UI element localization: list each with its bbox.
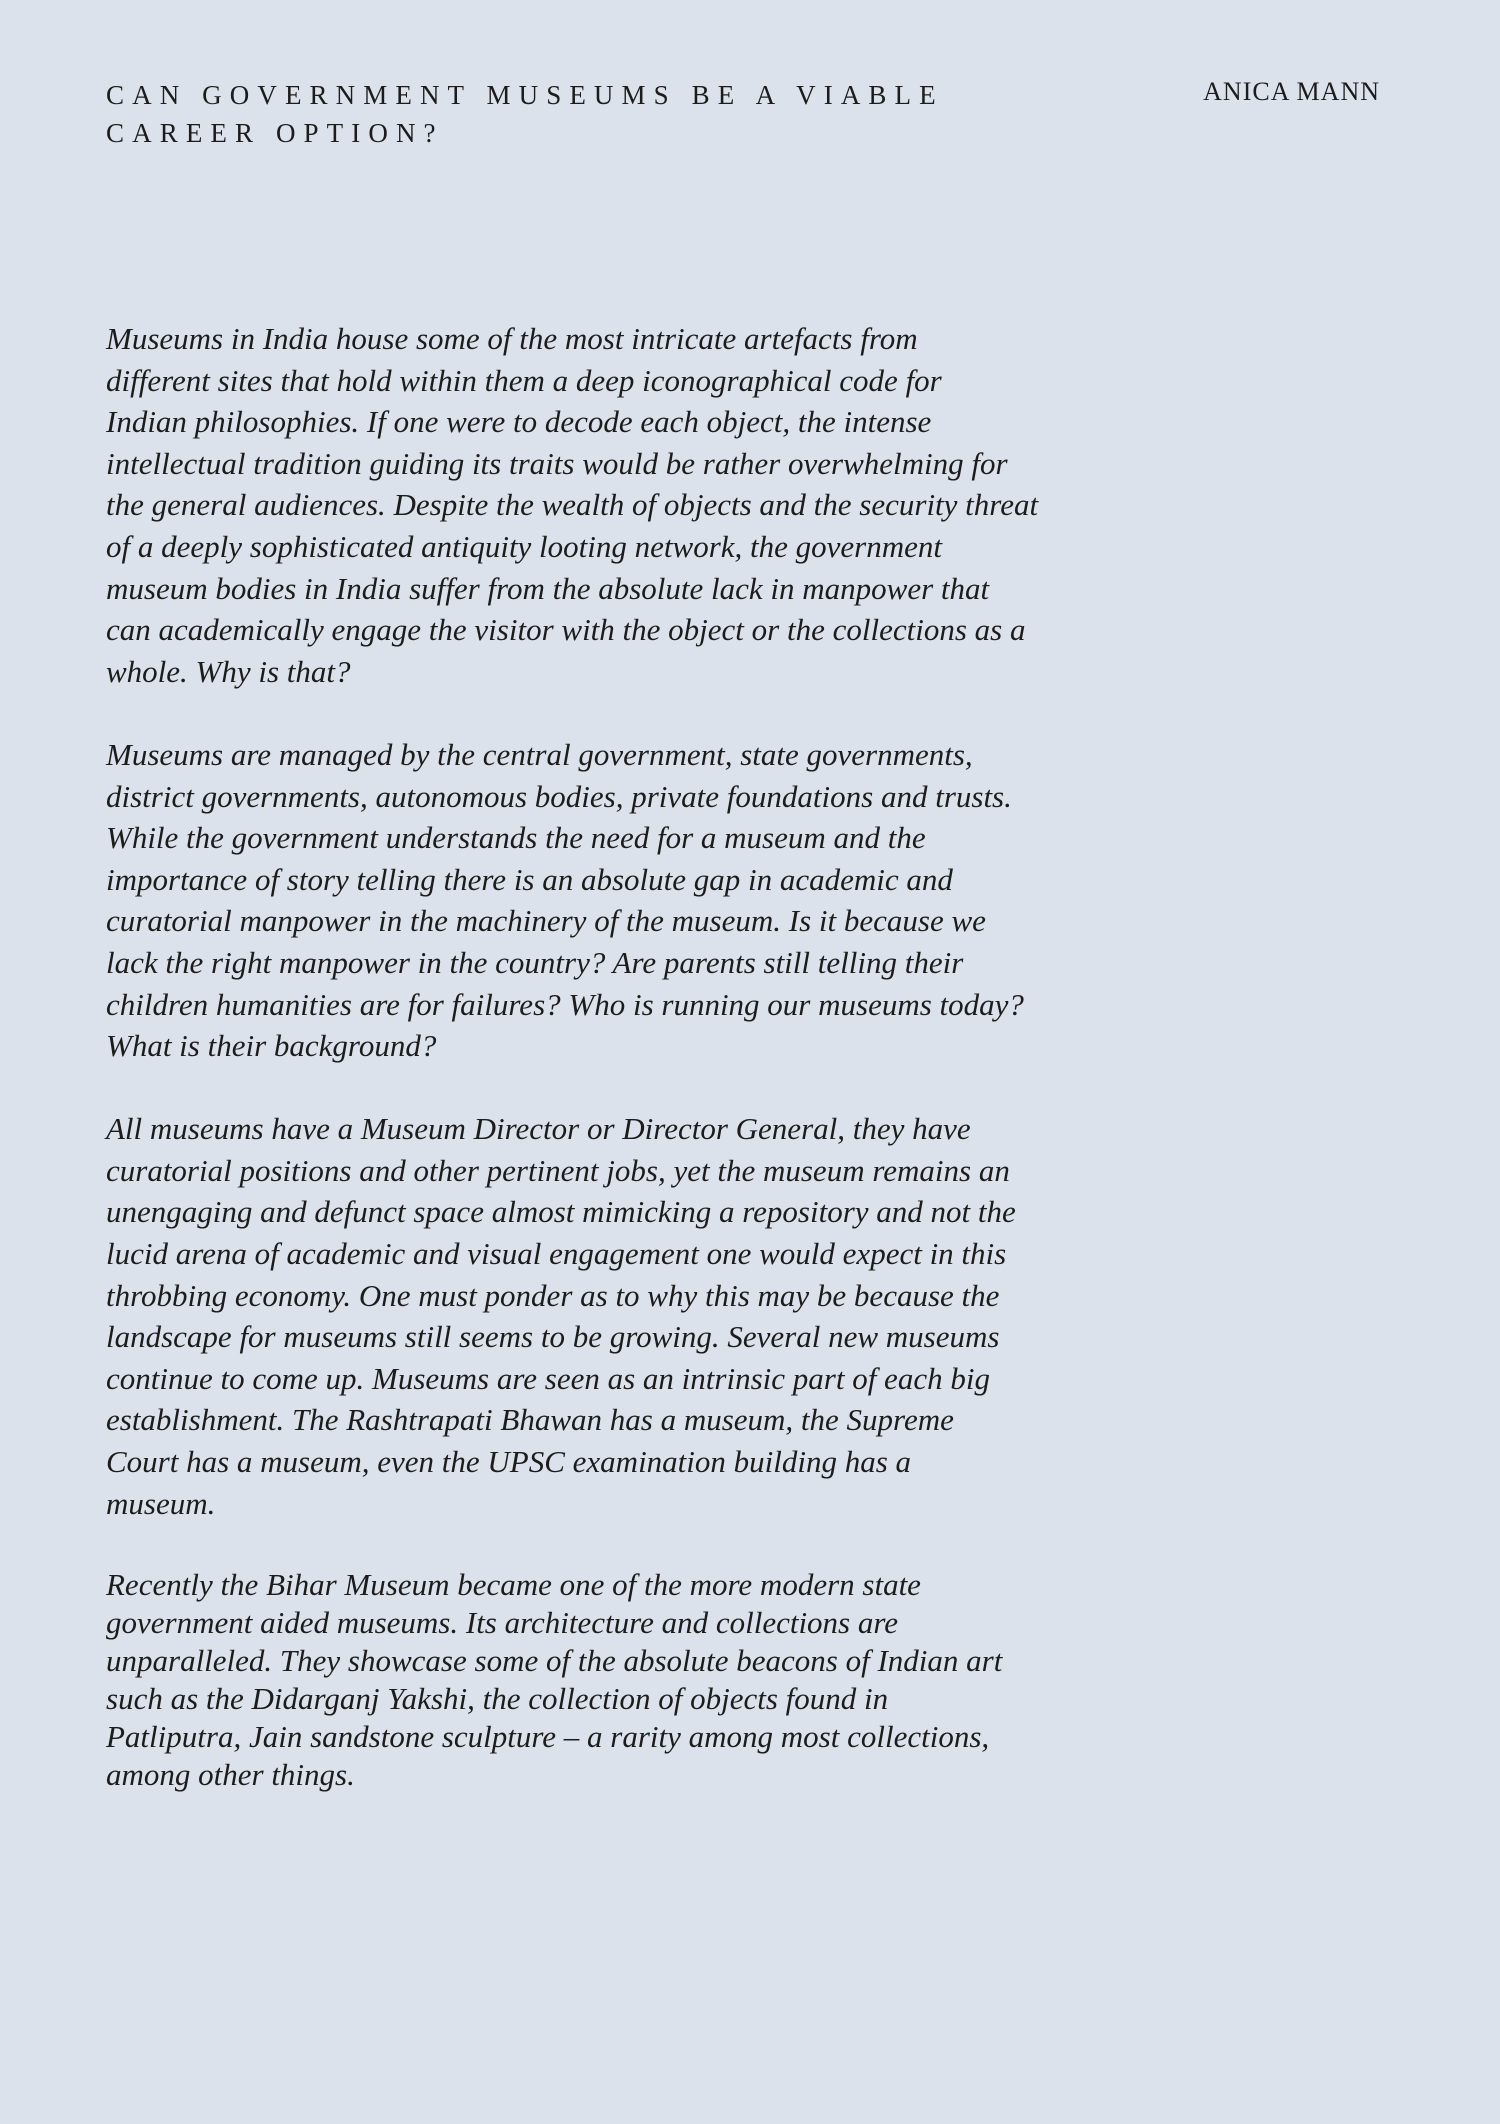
paragraph-line: children humanities are for failures? Who is running our museums today?: [106, 986, 1024, 1022]
paragraph-line: importance of story telling there is an absolute gap in academic and: [106, 861, 953, 897]
paragraph-line: government aided museums. Its architecture and collections are: [106, 1604, 899, 1640]
paragraph-line: Patliputra, Jain sandstone sculpture – a rarity among most collections,: [106, 1718, 990, 1754]
paragraph-line: among other things.: [106, 1756, 355, 1792]
paragraph-line: curatorial manpower in the machinery of the museum. Is it because we: [106, 903, 986, 939]
paragraph-line: the general audiences. Despite the wealth of objects and the security threat: [106, 487, 1039, 523]
paragraph-line: All museums have a Museum Director or Director General, they have: [106, 1111, 971, 1147]
paragraph-line: establishment. The Rashtrapati Bhawan has a museum, the Supreme: [106, 1402, 954, 1438]
paragraph-line: different sites that hold within them a deep iconographical code for: [106, 362, 942, 398]
article-body: [106, 318, 1256, 1794]
paragraph: [106, 318, 1256, 692]
paragraph-line: throbbing economy. One must ponder as to why this may be because the: [106, 1277, 1000, 1313]
paragraph-line: landscape for museums still seems to be growing. Several new museums: [106, 1319, 1000, 1355]
article-title: [106, 76, 944, 152]
paragraph-line: of a deeply sophisticated antiquity looting network, the government: [106, 528, 942, 564]
paragraph-line: unengaging and defunct space almost mimicking a repository and not the: [106, 1194, 1016, 1230]
paragraph-line: What is their background?: [106, 1028, 437, 1064]
paragraph: [106, 1108, 1256, 1524]
paragraph-line: Museums are managed by the central government, state governments,: [106, 736, 973, 772]
paragraph: [106, 734, 1256, 1067]
paragraph-line: can academically engage the visitor with the object or the collections as a: [106, 612, 1026, 648]
paragraph-line: Recently the Bihar Museum became one of the more modern state: [106, 1566, 921, 1602]
paragraph-line: district governments, autonomous bodies, private foundations and trusts.: [106, 778, 1012, 814]
paragraph-line: such as the Didarganj Yakshi, the collection of objects found in: [106, 1680, 889, 1716]
author-name: ANICA MANN: [1203, 77, 1380, 106]
paragraph-line: continue to come up. Museums are seen as an intrinsic part of each big: [106, 1360, 990, 1396]
paragraph-line: Museums in India house some of the most intricate artefacts from: [106, 321, 918, 356]
paragraph-line: lucid arena of academic and visual engagement one would expect in this: [106, 1236, 1007, 1272]
article-title-line: CAN GOVERNMENT MUSEUMS BE A VIABLE: [106, 80, 944, 110]
paragraph-line: curatorial positions and other pertinent jobs, yet the museum remains an: [106, 1152, 1010, 1188]
paragraph-line: museum.: [106, 1485, 216, 1521]
paragraph-line: whole. Why is that?: [106, 653, 351, 689]
paragraph-line: While the government understands the need for a museum and the: [106, 820, 926, 856]
paragraph-line: Indian philosophies. If one were to decode each object, the intense: [106, 404, 932, 440]
paragraph-line: unparalleled. They showcase some of the absolute beacons of Indian art: [106, 1642, 1003, 1678]
paragraph-line: lack the right manpower in the country? Are parents still telling their: [106, 944, 964, 980]
paragraph-line: Court has a museum, even the UPSC examination building has a: [106, 1444, 912, 1480]
paragraph: [106, 1566, 1256, 1794]
paragraph-line: museum bodies in India suffer from the absolute lack in manpower that: [106, 570, 990, 606]
paragraph-line: intellectual tradition guiding its traits would be rather overwhelming for: [106, 445, 1008, 481]
article-title-line: CAREER OPTION?: [106, 118, 444, 148]
